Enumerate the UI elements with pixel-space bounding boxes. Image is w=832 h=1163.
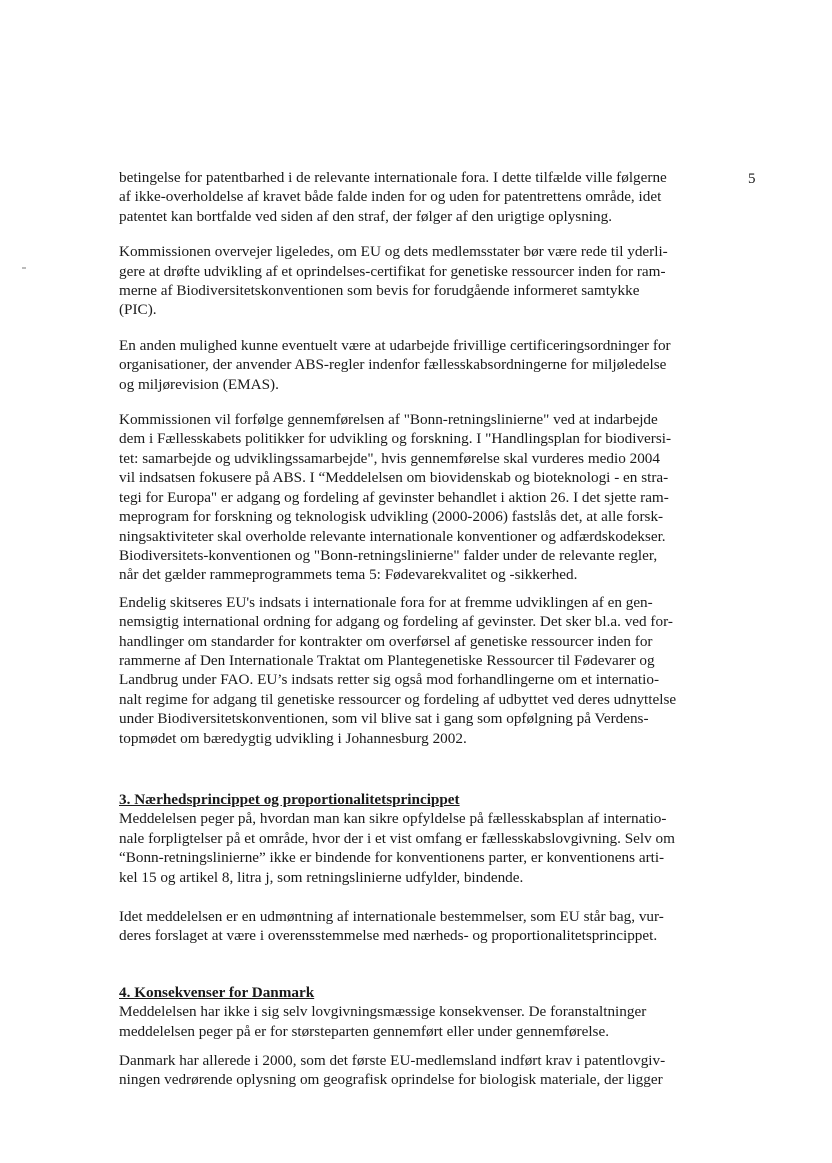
text-line: (PIC).	[119, 301, 157, 319]
text-line: Danmark har allerede i 2000, som det første EU-medlemsland indført krav i patentlovgiv-	[119, 1052, 666, 1070]
text-line: Endelig skitseres EU's indsats i internationale fora for at fremme udviklingen af en gen-	[119, 593, 653, 611]
text-line: En anden mulighed kunne eventuelt være at udarbejde frivillige certificeringsordninger for	[119, 336, 671, 354]
text-line: “Bonn-retningslinierne” ikke er bindende for konventionens parter, er konventionens arti-	[119, 849, 665, 867]
text-line: patentet kan bortfalde ved siden af den straf, der følger af den urigtige oplysning.	[119, 207, 613, 225]
paragraph-subsidiarity	[119, 809, 735, 887]
text-line: ningen vedrørende oplysning om geografisk oprindelse for biologisk materiale, der ligger	[119, 1071, 663, 1089]
text-line: nemsigtig international ordning for adgang og fordeling af gevinster. Det sker bl.a. ved for-	[119, 613, 673, 631]
text-line: rammerne af Den Internationale Traktat om Plantegenetiske Ressourcer til Fødevarer og	[119, 651, 655, 669]
scan-speck	[22, 267, 26, 269]
text-line: vil indsatsen fokusere på ABS. I “Meddelelsen om biovidenskab og bioteknologi - en stra-	[119, 469, 669, 487]
text-line: af ikke-overholdelse af kravet både falde inden for og uden for patentrettens område, idet	[119, 188, 662, 206]
text-line: deres forslaget at være i overensstemmelse med nærheds- og proportionalitetsprincippet.	[119, 927, 658, 945]
text-line: nale forpligtelser på et område, hvor der i et vist omfang er fællesskabslovgivning. Selv om	[119, 829, 675, 847]
text-line: tegi for Europa" er adgang og fordeling af gevinster behandlet i aktion 26. I det sjette ram-	[119, 488, 669, 506]
text-line: Meddelelsen har ikke i sig selv lovgivningsmæssige konsekvenser. De foranstaltninger	[119, 1003, 647, 1021]
paragraph-origin-certificate	[119, 242, 735, 320]
text-line: merne af Biodiversitetskonventionen som bevis for forudgående informeret samtykke	[119, 282, 640, 300]
text-line: organisationer, der anvender ABS-regler indenfor fællesskabsordningerne for miljøledelse	[119, 356, 667, 374]
paragraph-proportionality	[119, 907, 735, 946]
text-line: nalt regime for adgang til genetiske ressourcer og fordeling af udbyttet ved deres udnyttelse	[119, 690, 677, 708]
paragraph-legislative-consequences	[119, 1002, 735, 1041]
text-line: Kommissionen overvejer ligeledes, om EU og dets medlemsstater bør være rede til yderli-	[119, 243, 668, 261]
text-line: ningsaktiviteter skal overholde relevante internationale konventioner og adfærdskodekser.	[119, 527, 666, 545]
text-line: Idet meddelelsen er en udmøntning af internationale bestemmelser, som EU står bag, vur-	[119, 908, 664, 925]
text-line: topmødet om bæredygtig udvikling i Johannesburg 2002.	[119, 729, 467, 747]
text-line: handlinger om standarder for kontrakter om overførsel af genetiske ressourcer inden for	[119, 632, 653, 650]
paragraph-international-fora	[119, 593, 735, 748]
document-body	[119, 168, 735, 1090]
page-number: 5	[748, 171, 756, 187]
text-line: Landbrug under FAO. EU’s indsats retter sig også mod forhandlingerne om et internatio-	[119, 671, 660, 689]
text-line: kel 15 og artikel 8, litra j, som retningslinierne udfylder, bindende.	[119, 868, 524, 886]
text-line: Kommissionen vil forfølge gennemførelsen af "Bonn-retningslinierne" ved at indarbejde	[119, 411, 658, 429]
text-line: dem i Fællesskabets politikker for udvikling og forskning. I "Handlingsplan for biodiversi-	[119, 430, 672, 448]
text-line: under Biodiversitetskonventionen, som vil blive sat i gang som opfølgning på Verdens-	[119, 710, 649, 728]
paragraph-denmark-patent-law	[119, 1051, 735, 1090]
text-line: meprogram for forskning og teknologisk udvikling (2000-2006) fastslås det, at alle forsk-	[119, 508, 664, 526]
text-line: Meddelelsen peger på, hvordan man kan sikre opfyldelse på fællesskabsplan af internatio-	[119, 810, 667, 828]
text-line: gere at drøfte udvikling af et oprindelses-certifikat for genetiske ressourcer inden for ram-	[119, 262, 666, 280]
text-line: og miljørevision (EMAS).	[119, 375, 279, 393]
paragraph-bonn-guidelines	[119, 410, 735, 585]
section-4-heading: 4. Konsekvenser for Danmark	[119, 983, 315, 1001]
paragraph-patent-condition	[119, 168, 735, 226]
paragraph-certification-schemes	[119, 336, 735, 394]
text-line: betingelse for patentbarhed i de relevante internationale fora. I dette tilfælde ville følgerne	[119, 169, 667, 186]
text-line: Biodiversitets-konventionen og "Bonn-retningslinierne" falder under de relevante regler,	[119, 546, 658, 564]
text-line: tet: samarbejde og udviklingssamarbejde", hvis gennemførelse skal vurderes medio 2004	[119, 449, 660, 467]
section-3-heading: 3. Nærhedsprincippet og proportionalitetsprincippet	[119, 790, 460, 808]
text-line: når det gælder rammeprogrammets tema 5: Fødevarekvalitet og -sikkerhed.	[119, 566, 578, 584]
text-line: meddelelsen peger på er for størsteparten gennemført eller under gennemførelse.	[119, 1022, 610, 1040]
